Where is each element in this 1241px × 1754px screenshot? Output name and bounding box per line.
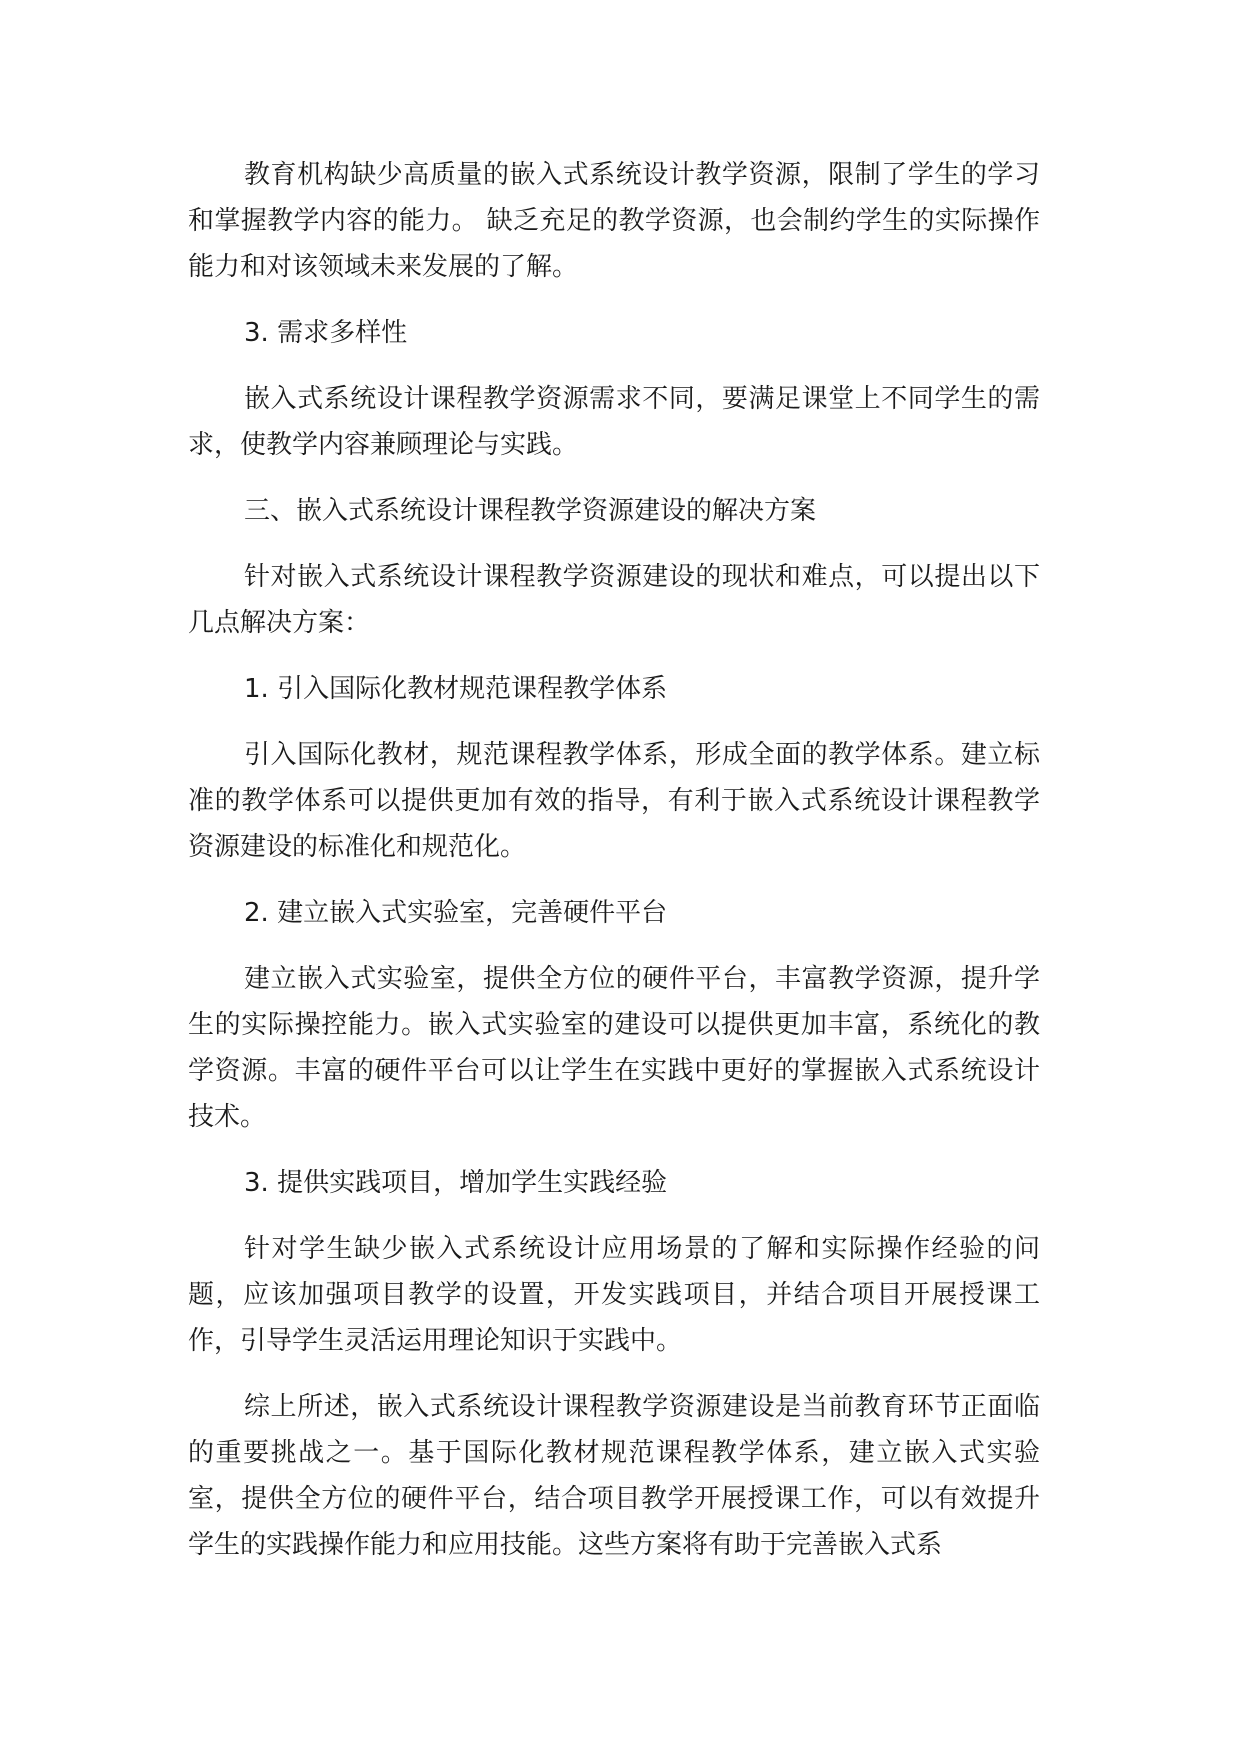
document-body (188, 152, 1040, 1588)
paragraph-international-textbooks: 引入国际化教材，规范课程教学体系，形成全面的教学体系。建立标准的教学体系可以提供更加有效的指导，有利于嵌入式系统设计课程教学资源建设的标准化和规范化。 (188, 740, 1040, 862)
subheading-international-textbooks: 1. 引入国际化教材规范课程教学体系 (244, 674, 668, 704)
subheading-embedded-lab: 2. 建立嵌入式实验室，完善硬件平台 (244, 898, 668, 928)
subheading-demand-diversity: 3. 需求多样性 (244, 318, 408, 348)
paragraph-embedded-lab: 建立嵌入式实验室，提供全方位的硬件平台，丰富教学资源，提升学生的实际操控能力。嵌入式实验室的建设可以提供更加丰富，系统化的教学资源。丰富的硬件平台可以让学生在实践中更好的掌握嵌入式系统设计技术。 (188, 964, 1040, 1132)
section-heading-solutions: 三、嵌入式系统设计课程教学资源建设的解决方案 (244, 496, 817, 526)
paragraph-demand-diversity: 嵌入式系统设计课程教学资源需求不同，要满足课堂上不同学生的需求，使教学内容兼顾理论与实践。 (188, 384, 1040, 460)
paragraph-solutions-intro: 针对嵌入式系统设计课程教学资源建设的现状和难点，可以提出以下几点解决方案： (188, 562, 1040, 638)
paragraph-practice-projects: 针对学生缺少嵌入式系统设计应用场景的了解和实际操作经验的问题，应该加强项目教学的设置，开发实践项目，并结合项目开展授课工作，引导学生灵活运用理论知识于实践中。 (188, 1234, 1040, 1356)
paragraph-resource-shortage: 教育机构缺少高质量的嵌入式系统设计教学资源，限制了学生的学习和掌握教学内容的能力。 缺乏充足的教学资源，也会制约学生的实际操作能力和对该领域未来发展的了解。 (188, 160, 1040, 282)
subheading-practice-projects: 3. 提供实践项目，增加学生实践经验 (244, 1168, 668, 1198)
paragraph-conclusion: 综上所述，嵌入式系统设计课程教学资源建设是当前教育环节正面临的重要挑战之一。基于国际化教材规范课程教学体系，建立嵌入式实验室，提供全方位的硬件平台，结合项目教学开展授课工作，可以有效提升学生的实践操作能力和应用技能。这些方案将有助于完善嵌入式系 (188, 1392, 1040, 1560)
